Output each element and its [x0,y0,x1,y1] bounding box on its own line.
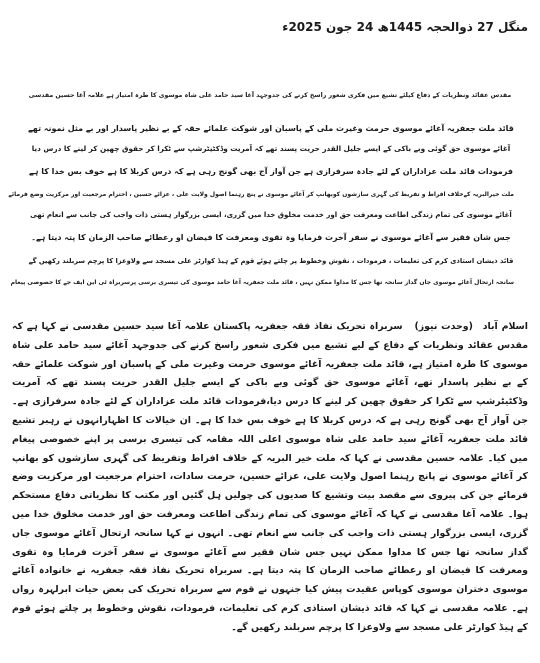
subhead-7: قائد ذیشان استاذی کرم کی تعلیمات ، فرمودات ، نقوش وخطوط پر چلتے ہوئے قوم کے ہیڈ کوارٹر علی مسجد سے ولاوعزا کا پرچم سربلند رکھیں گے [28,257,514,265]
article-body [12,318,528,638]
subhead-1: قائد ملت جعفریہ آغائے موسوی حرمت وغیرت ملی کے پاسبان اور شوکت علمائے حقہ کے بے نظیر پاسدار اور بے مثل نمونہ تھے [28,124,514,133]
article-text: سربراہ تحریک نفاذ فقہ جعفریہ پاکستان علامہ آغا سید حسین مقدسی نے کہا ہے کہ مقدس عقائد ونظریات کے دفاع کے لیے تشیع میں فکری شعور راسخ کرنے کی جدوجہد آغائے سید حامد علی شاہ موسوی کا طرہ امتیاز ہے، قائد ملت جعفریہ آغائے موسوی حرمت وغیرت ملی کے پاسبان اور شوکت علمائے حقہ کے بے نظیر پاسدار تھے، آغائے موسوی حق گوئی وبے باکی کے ایسے جلیل القدر حریت پسند تھے کہ آمریت وڈکٹیٹرشپ سے ٹکرا کر حقوق چھین کر لینے کا درس دیا،فرمودات قائد ملت عزاداران کے لئے جادہ سرفرازی ہے۔جن آواز آج بھی گونج رہی ہے کہ درس کربلا کا ہے خوف بس خدا کا ہے۔ ان خیالات کا اظہارانہوں نے رہبر تشیع قائد ملت جعفریہ آغائے سید حامد علی شاہ موسوی اعلی اللہ مقامہ کی تیسری برسی پر اپنے خصوصی پیغام میں کیا۔ علامہ حسین مقدسی نے کہا کہ ملت خیر البریہ کے خلاف افراط وتفریط کی گہری سازشوں کو بھانپ کر آغائے موسوی نے پانچ رہنما اصول ولایت علی، عزائے حسین، حرمت سادات، احترام مرجعیت اور مرکزیت وضع فرمائے جن کی پیروی سے مقصد بیت وتشیع کا صدیوں کی چولیں ہل گئیں اور مکتب کا نظریاتی دفاع مستحکم ہوا۔ علامہ آغا مقدسی نے کہا کہ آغائے موسوی کی تمام زندگی اطاعت ومعرفت حق اور خدمت مخلوق خدا میں گزری، ایسی بزرگوار ہستی ذات واجب کی جانب سے انعام تھی۔ انہوں نے کہا سانحہ ارتحال آغائے موسوی جاں گداز سانحہ تھا جس کا مداوا ممکن نہیں جس شان فقیر سے آغائے موسوی نے سفر آخرت فرمایا وہ تقوی ومعرفت کا فیضان او رعطائے صاحب الزمان کا پتہ دیتا ہے۔ سربراہ تحریک نفاذ فقہ جعفریہ نے خانوادہ آغائے موسوی دختران موسوی کوپاس عقیدت پیش کیا جنہوں نے قوم سے سربراہ تحریک کی بعض حیات ابرلہرہ رواں ہے۔ علامہ مقدسی نے کہا کہ قائد ذیشان استاذی کرم کی تعلیمات، فرمودات، نقوش وخطوط پر چلتے ہوئے قوم کے ہیڈ کوارٹر علی مسجد سے ولاوعزا کا پرچم سربلند رکھیں گے۔ [12,321,528,633]
dateline-place: اسلام آباد [482,321,528,332]
news-agency: (وحدت نیوز) [414,321,473,332]
headline: مقدس عقائد ونظریات کے دفاع کیلئے تشیع میں فکری شعور راسخ کرنے کی جدوجہد آغا سید حامد علی شاہ موسوی کا طرہ امتیاز ہے علامہ آغا حسین مقدسی [28,92,512,99]
subhead-2: آغائے موسوی حق گوئی وبے باکی کے ایسے جلیل القدر حریت پسند تھے کہ آمریت وڈکٹیٹرشپ سے ٹکرا کر حقوق چھین کر لینے کا درس دیا [31,144,511,153]
subhead-8: سانحہ ارتحال آغائے موسوی جاں گداز سانحہ تھا جس کا مداوا ممکن نہیں ، قائد ملت جعفریہ آغا حامد موسوی کی تیسری برسی پرسربراہ ٹی این ایف جے کا خصوصی پیغام [10,279,514,286]
subhead-5: آغائے موسوی کی تمام زندگی اطاعت ومعرفت حق اور خدمت مخلوق خدا میں گزری، ایسی بزرگوار ہستی ذات واجب کی جانب سے انعام تھی [30,211,512,219]
dateline: منگل 27 ذوالحجہ 1445ھ 24 جون 2025ء [282,20,528,34]
subhead-3: فرمودات قائد ملت عزاداران کے لئے جادہ سرفرازی ہے جن آواز آج بھی گونج رہی ہے کہ درس کربلا کا ہے خوف بس خدا کا ہے [29,167,513,176]
subhead-6: جس شان فقیر سے آغائے موسوی نے سفر آخرت فرمایا وہ تقوی ومعرفت کا فیضان او رعطائے صاحب الزمان کا پتہ دیتا ہے۔ [31,233,511,242]
subhead-4: ملت خیرالبریہ کےخلاف افراط و تفریط کی گہری سازشوں کوبھانپ کر آغائے موسوی نے پنچ رہنما اصول ولایت علی ، عزائے حسین ، احترام مرجعیت اور مرکزیت وضع فرمائے [8,191,514,198]
